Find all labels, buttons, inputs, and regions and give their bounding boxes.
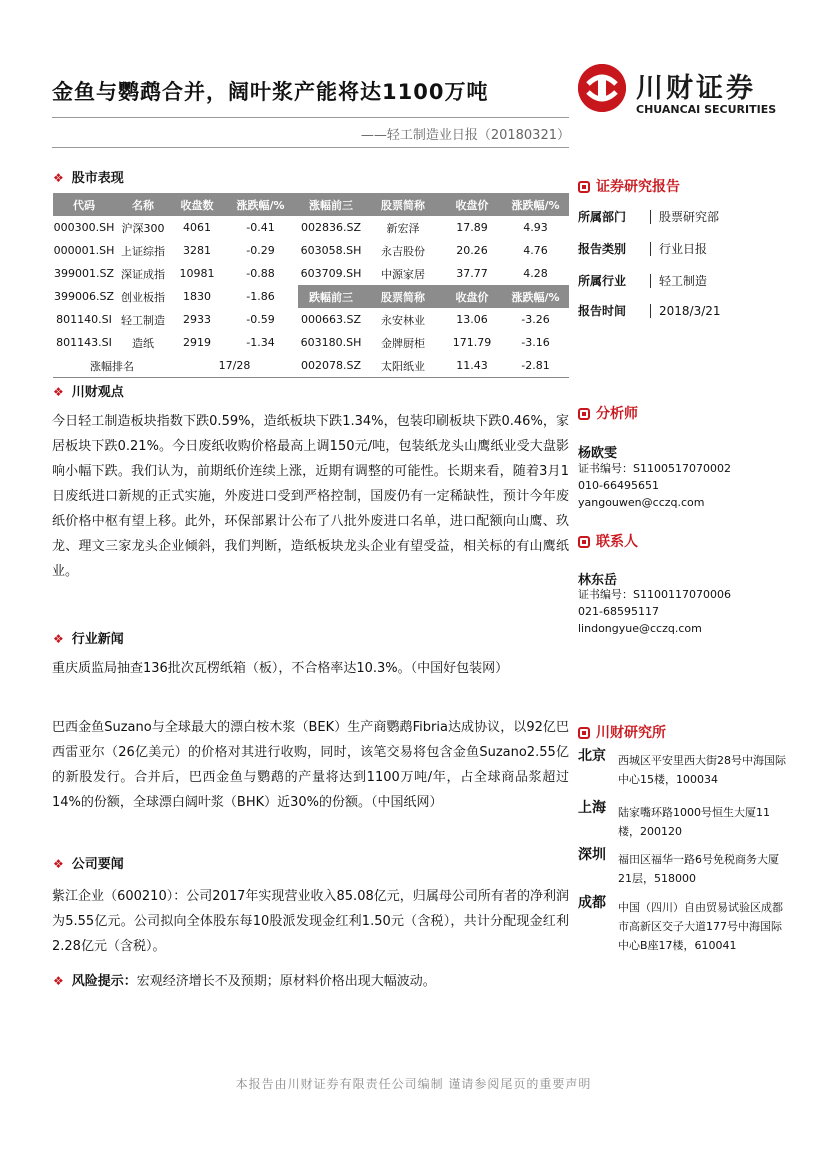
office-address-shanghai: 陆家嘴环路1000号恒生大厦11楼，200120	[618, 806, 770, 838]
footer-disclaimer: 本报告由川财证券有限责任公司编制 谨请参阅尾页的重要声明	[235, 1077, 592, 1091]
info-date: 报告时间 2018/3/21	[578, 304, 721, 318]
industry-news-2: 巴西金鱼Suzano与全球最大的漂白桉木浆（BEK）生产商鹦鹉Fibria达成协议，以92亿巴西雷亚尔（26亿美元）的价格对其进行收购，同时，该笔交易将包含金鱼Suzano2.55亿的新股发行。合并后，巴西金鱼与鹦鹉的产量将达到1100万吨/年，占全球商品浆超过14%的份额，全球漂白阔叶浆（BHK）近30%的份额。（中国纸网）	[52, 720, 569, 810]
contact-cert: 证书编号：S1100117070006	[578, 588, 731, 601]
table-header-row: 代码 名称 收盘数 涨跌幅/% 涨幅前三 股票简称 收盘价 涨跌幅/%	[53, 193, 569, 216]
contact-name: 林东岳	[578, 573, 618, 588]
report-type-heading: 证券研究报告	[578, 176, 680, 196]
analyst-phone: 010-66495651	[578, 479, 659, 492]
institute-heading: 川财研究所	[578, 722, 666, 742]
table-row: 涨幅排名 17/28 002078.SZ 太阳纸业 11.43 -2.81	[53, 354, 569, 378]
table-row: 399006.SZ 创业板指 1830 -1.86 跌幅前三 股票简称 收盘价 涨跌幅/%	[53, 285, 569, 308]
company-heading: ❖ 公司要闻	[53, 857, 124, 872]
info-category: 报告类别 行业日报	[578, 242, 708, 256]
analyst-cert: 证书编号：S1100517070002	[578, 462, 731, 475]
info-department: 所属部门 股票研究部	[578, 210, 720, 224]
market-table	[53, 193, 569, 378]
table-row: 801140.SI 轻工制造 2933 -0.59 000663.SZ 永安林业 13.06 -3.26	[56, 313, 550, 327]
office-address-shenzhen: 福田区福华一路6号免税商务大厦21层，518000	[618, 853, 779, 885]
analyst-name: 杨欧雯	[578, 446, 618, 461]
industry-heading: ❖ 行业新闻	[53, 632, 124, 647]
report-subtitle: ——轻工制造业日报（20180321）	[360, 128, 570, 143]
table-row: 000300.SH 沪深300 4061 -0.41 002836.SZ 新宏泽 17.89 4.93	[53, 221, 548, 235]
diamond-bullet-icon: ❖	[53, 857, 64, 871]
diamond-bullet-icon: ❖	[53, 171, 64, 185]
view-heading: ❖ 川财观点	[53, 385, 124, 400]
contact-email[interactable]: lindongyue@cczq.com	[578, 622, 702, 635]
title-divider	[52, 117, 569, 118]
square-bullet-icon	[578, 181, 590, 193]
contact-phone: 021-68595117	[578, 605, 659, 618]
office-city-beijing: 北京	[578, 748, 606, 764]
report-title: 金鱼与鹦鹉合并，阔叶浆产能将达1100万吨	[52, 80, 489, 104]
office-city-chengdu: 成都	[578, 895, 606, 911]
square-bullet-icon	[578, 727, 590, 739]
industry-news-1: 重庆质监局抽查136批次瓦楞纸箱（板），不合格率达10.3%。（中国好包装网）	[52, 661, 509, 676]
subtitle-divider	[52, 147, 569, 148]
info-industry: 所属行业 轻工制造	[578, 274, 708, 288]
diamond-bullet-icon: ❖	[53, 385, 64, 399]
analyst-heading: 分析师	[578, 403, 638, 423]
chuancai-logo-icon	[578, 64, 626, 112]
contact-heading: 联系人	[578, 531, 638, 551]
analyst-email[interactable]: yangouwen@cczq.com	[578, 496, 705, 509]
risk-warning: ❖ 风险提示：宏观经济增长不及预期；原材料价格出现大幅波动。	[53, 974, 436, 989]
view-paragraph: 今日轻工制造板块指数下跌0.59%，造纸板块下跌1.34%，包装印刷板块下跌0.46%，家居板块下跌0.21%。今日废纸收购价格最高上调150元/吨，包装纸龙头山鹰纸业受大盘影响小幅下跌。我们认为，前期纸价连续上涨，近期有调整的可能性。长期来看，随着3月1日废纸进口新规的正式实施，外废进口受到严格控制，国废仍有一定稀缺性，预计今年废纸价格中枢有望上移。此外，环保部累计公布了八批外废进口名单，进口配额向山鹰、玖龙、理文三家龙头企业倾斜，我们判断，造纸板块龙头企业有望受益，相关标的有山鹰纸业。	[52, 414, 569, 579]
square-bullet-icon	[578, 408, 590, 420]
square-bullet-icon	[578, 536, 590, 548]
office-address-beijing: 西城区平安里西大街28号中海国际中心15楼，100034	[618, 754, 786, 786]
office-address-chengdu: 中国（四川）自由贸易试验区成都市高新区交子大道177号中海国际中心B座17楼，610041	[618, 901, 783, 952]
brand-name-en: CHUANCAI SECURITIES	[636, 103, 777, 116]
market-heading: ❖ 股市表现	[53, 171, 124, 186]
office-city-shanghai: 上海	[578, 800, 606, 816]
office-city-shenzhen: 深圳	[578, 847, 606, 863]
diamond-bullet-icon: ❖	[53, 632, 64, 646]
company-news: 紫江企业（600210）：公司2017年实现营业收入85.08亿元，归属母公司所有者的净利润为5.55亿元。公司拟向全体股东每10股派发现金红利1.50元（含税），共计分配现金红利2.28亿元（含税）。	[52, 889, 569, 954]
table-row: 801143.SI 造纸 2919 -1.34 603180.SH 金牌厨柜 171.79 -3.16	[56, 336, 550, 350]
table-row: 000001.SH 上证综指 3281 -0.29 603058.SH 永吉股份 20.26 4.76	[53, 244, 548, 258]
diamond-bullet-icon: ❖	[53, 974, 64, 988]
table-row: 399001.SZ 深证成指 10981 -0.88 603709.SH 中源家居 37.77 4.28	[53, 267, 548, 281]
brand-name: 川财证券	[636, 73, 756, 104]
